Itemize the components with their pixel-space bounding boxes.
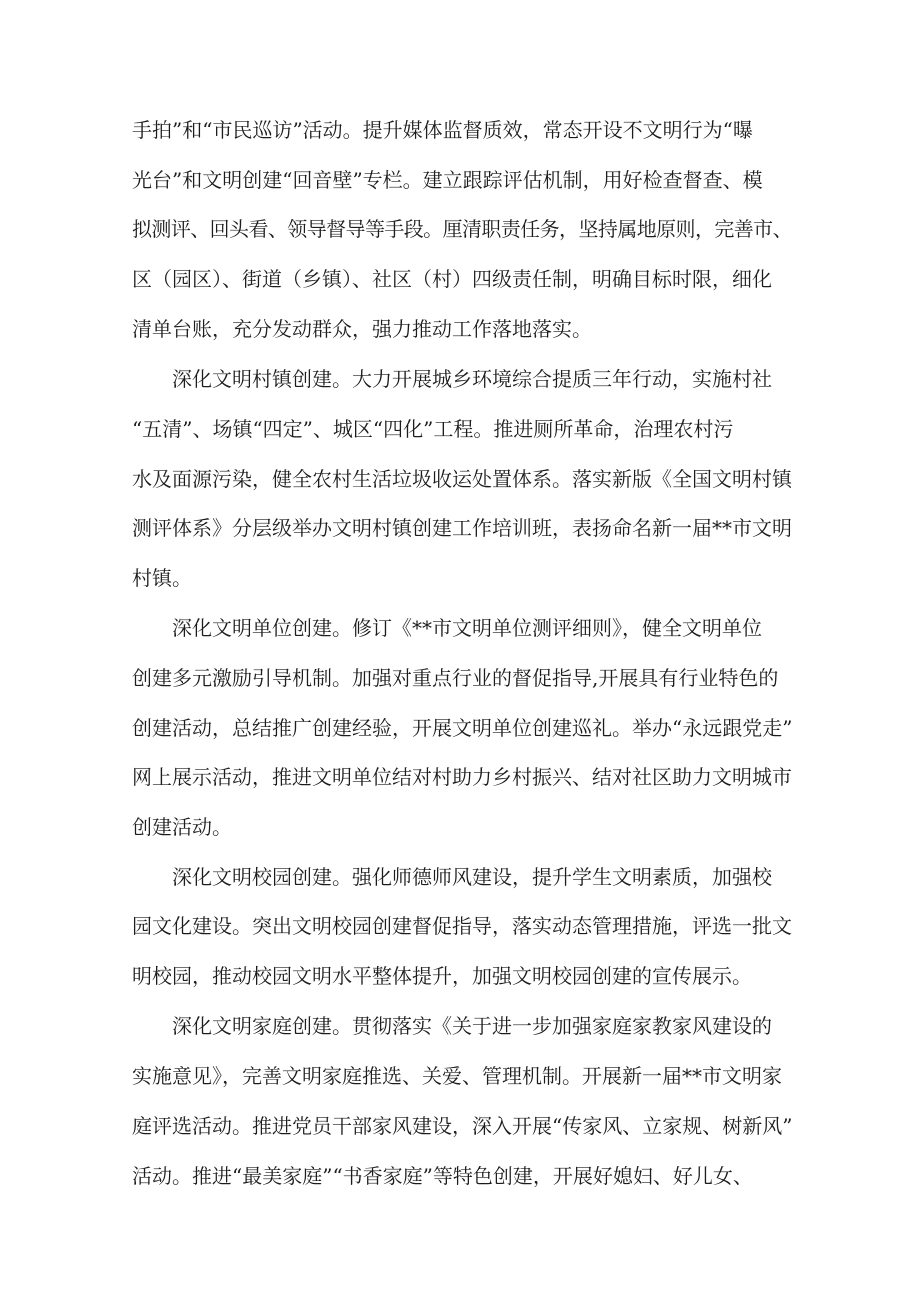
- paragraph-1-line-1: 手拍”和“市民巡访”活动。提升媒体监督质效，常态开设不文明行为“曝: [132, 118, 753, 142]
- paragraph-2-line-4: 测评体系》分层级举办文明村镇创建工作培训班，表扬命名新一届**市文明: [132, 516, 792, 540]
- paragraph-3-line-1: 深化文明单位创建。修订《**市文明单位测评细则》，健全文明单位: [172, 616, 762, 640]
- paragraph-5-line-4: 活动。推进“最美家庭”“书香家庭”等特色创建，开展好媳妇、好儿女、: [132, 1164, 753, 1188]
- paragraph-3-line-3: 创建活动，总结推广创建经验，开展文明单位创建巡礼。举办“永远跟党走”: [132, 716, 793, 740]
- paragraph-3-line-4: 网上展示活动，推进文明单位结对村助力乡村振兴、结对社区助力文明城市: [132, 765, 792, 789]
- paragraph-4-line-1: 深化文明校园创建。强化师德师风建设，提升学生文明素质，加强校: [172, 865, 772, 889]
- paragraph-3-line-5: 创建活动。: [132, 815, 232, 839]
- paragraph-5-line-2: 实施意见》，完善文明家庭推选、关爱、管理机制。开展新一届**市文明家: [132, 1064, 782, 1088]
- paragraph-4-line-3: 明校园，推动校园文明水平整体提升，加强文明校园创建的宣传展示。: [132, 964, 752, 988]
- paragraph-3-line-2: 创建多元激励引导机制。加强对重点行业的督促指导,开展具有行业特色的: [132, 666, 779, 690]
- paragraph-2-line-3: 水及面源污染，健全农村生活垃圾收运处置体系。落实新版《全国文明村镇: [132, 467, 792, 491]
- paragraph-2-line-1: 深化文明村镇创建。大力开展城乡环境综合提质三年行动，实施村社: [172, 367, 772, 391]
- paragraph-5-line-3: 庭评选活动。推进党员干部家风建设，深入开展“传家风、立家规、树新风”: [132, 1114, 793, 1138]
- paragraph-2-line-5: 村镇。: [132, 566, 192, 590]
- paragraph-1-line-2: 光台”和文明创建“回音壁”专栏。建立跟踪评估机制，用好检查督查、模: [132, 168, 763, 192]
- paragraph-1-line-3: 拟测评、回头看、领导督导等手段。厘清职责任务，坚持属地原则，完善市、: [132, 217, 792, 241]
- paragraph-5-line-1: 深化文明家庭创建。贯彻落实《关于进一步加强家庭家教家风建设的: [172, 1014, 772, 1038]
- paragraph-1-line-5: 清单台账，充分发动群众，强力推动工作落地落实。: [132, 317, 592, 341]
- paragraph-4-line-2: 园文化建设。突出文明校园创建督促指导，落实动态管理措施，评选一批文: [132, 914, 792, 938]
- paragraph-1-line-4: 区（园区）、街道（乡镇）、社区（村）四级责任制，明确目标时限，细化: [132, 267, 772, 291]
- paragraph-2-line-2: “五清”、场镇“四定”、城区“四化”工程。推进厕所革命，治理农村污: [132, 417, 734, 441]
